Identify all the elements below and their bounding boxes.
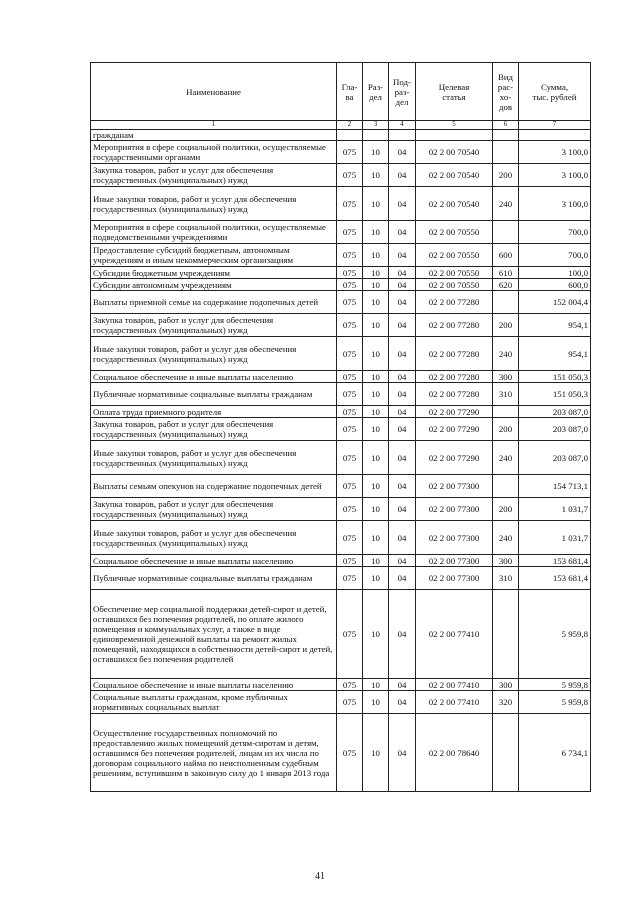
row-subsection: 04 (389, 314, 416, 337)
row-name: Закупка товаров, работ и услуг для обеспечения государственных (муниципальных) нужд (91, 314, 337, 337)
row-target: 02 2 00 77300 (416, 567, 493, 590)
row-section: 10 (363, 567, 389, 590)
row-section: 10 (363, 141, 389, 164)
row-subsection: 04 (389, 679, 416, 691)
row-kind (493, 714, 519, 792)
row-sum (519, 130, 591, 141)
row-subsection: 04 (389, 187, 416, 221)
row-target: 02 2 00 77410 (416, 691, 493, 714)
row-kind: 620 (493, 279, 519, 291)
row-subsection: 04 (389, 141, 416, 164)
row-kind: 200 (493, 498, 519, 521)
column-number: 5 (416, 121, 493, 130)
row-kind (493, 475, 519, 498)
row-section: 10 (363, 314, 389, 337)
row-target: 02 2 00 77300 (416, 521, 493, 555)
row-sum: 153 681,4 (519, 567, 591, 590)
row-sum: 954,1 (519, 337, 591, 371)
row-kind: 300 (493, 679, 519, 691)
row-chapter: 075 (337, 221, 363, 244)
row-sum: 153 681,4 (519, 555, 591, 567)
row-chapter: 075 (337, 337, 363, 371)
row-subsection: 04 (389, 279, 416, 291)
page-number: 41 (315, 871, 325, 882)
row-sum: 3 100,0 (519, 141, 591, 164)
row-sum: 151 050,3 (519, 383, 591, 406)
table-row (91, 498, 591, 521)
table-row (91, 441, 591, 475)
table-header-row (91, 63, 591, 121)
row-section: 10 (363, 590, 389, 679)
row-sum: 203 087,0 (519, 406, 591, 418)
row-name: Закупка товаров, работ и услуг для обеспечения государственных (муниципальных) нужд (91, 418, 337, 441)
column-number: 7 (519, 121, 591, 130)
row-sum: 151 050,3 (519, 371, 591, 383)
row-target: 02 2 00 77300 (416, 555, 493, 567)
row-kind: 310 (493, 383, 519, 406)
row-target: 02 2 00 77280 (416, 383, 493, 406)
row-subsection: 04 (389, 567, 416, 590)
row-section: 10 (363, 291, 389, 314)
row-subsection: 04 (389, 221, 416, 244)
row-target: 02 2 00 70550 (416, 221, 493, 244)
row-chapter: 075 (337, 555, 363, 567)
row-subsection: 04 (389, 521, 416, 555)
row-target (416, 130, 493, 141)
row-kind (493, 130, 519, 141)
column-numbers-row (91, 121, 591, 130)
row-subsection: 04 (389, 498, 416, 521)
table-row (91, 418, 591, 441)
row-sum: 700,0 (519, 221, 591, 244)
table-row (91, 521, 591, 555)
row-chapter: 075 (337, 244, 363, 267)
table-row (91, 314, 591, 337)
row-chapter: 075 (337, 383, 363, 406)
row-target: 02 2 00 77300 (416, 475, 493, 498)
row-chapter: 075 (337, 141, 363, 164)
row-name: Закупка товаров, работ и услуг для обеспечения государственных (муниципальных) нужд (91, 164, 337, 187)
row-section: 10 (363, 406, 389, 418)
row-section: 10 (363, 555, 389, 567)
row-name: Предоставление субсидий бюджетным, автономным учреждениям и иным некоммерческим организациям (91, 244, 337, 267)
row-target: 02 2 00 77280 (416, 371, 493, 383)
row-subsection: 04 (389, 418, 416, 441)
row-sum: 954,1 (519, 314, 591, 337)
row-section: 10 (363, 691, 389, 714)
table-row (91, 141, 591, 164)
row-section: 10 (363, 498, 389, 521)
row-sum: 100,0 (519, 267, 591, 279)
row-name: Мероприятия в сфере социальной политики, осуществляемые подведомственными учреждениями (91, 221, 337, 244)
row-section: 10 (363, 187, 389, 221)
row-name: Закупка товаров, работ и услуг для обеспечения государственных (муниципальных) нужд (91, 498, 337, 521)
row-kind: 200 (493, 314, 519, 337)
row-subsection (389, 130, 416, 141)
row-target: 02 2 00 77290 (416, 418, 493, 441)
row-subsection: 04 (389, 164, 416, 187)
row-target: 02 2 00 70550 (416, 267, 493, 279)
row-chapter: 075 (337, 279, 363, 291)
row-section: 10 (363, 371, 389, 383)
row-kind (493, 141, 519, 164)
row-section (363, 130, 389, 141)
row-target: 02 2 00 77290 (416, 441, 493, 475)
row-subsection: 04 (389, 291, 416, 314)
row-section: 10 (363, 521, 389, 555)
row-section: 10 (363, 418, 389, 441)
table-row (91, 164, 591, 187)
row-section: 10 (363, 267, 389, 279)
header-kind: Вид рас- хо- дов (493, 63, 519, 121)
row-kind (493, 590, 519, 679)
header-target: Целевая статья (416, 63, 493, 121)
row-chapter: 075 (337, 475, 363, 498)
table-row (91, 590, 591, 679)
header-sum: Сумма, тыс. рублей (519, 63, 591, 121)
row-subsection: 04 (389, 406, 416, 418)
row-target: 02 2 00 77290 (416, 406, 493, 418)
row-sum: 5 959,8 (519, 691, 591, 714)
row-name: Иные закупки товаров, работ и услуг для обеспечения государственных (муниципальных) нужд (91, 187, 337, 221)
row-target: 02 2 00 70540 (416, 187, 493, 221)
row-chapter: 075 (337, 691, 363, 714)
row-name: Социальные выплаты гражданам, кроме публичных нормативных социальных выплат (91, 691, 337, 714)
row-kind: 320 (493, 691, 519, 714)
budget-table (90, 62, 591, 792)
row-subsection: 04 (389, 267, 416, 279)
row-chapter: 075 (337, 267, 363, 279)
row-kind: 240 (493, 521, 519, 555)
row-target: 02 2 00 70550 (416, 244, 493, 267)
row-kind: 300 (493, 555, 519, 567)
row-kind: 300 (493, 371, 519, 383)
row-chapter: 075 (337, 679, 363, 691)
row-kind (493, 291, 519, 314)
row-name: Социальное обеспечение и иные выплаты населению (91, 679, 337, 691)
table-row (91, 337, 591, 371)
row-subsection: 04 (389, 714, 416, 792)
row-target: 02 2 00 77410 (416, 679, 493, 691)
row-sum: 5 959,8 (519, 590, 591, 679)
row-chapter (337, 130, 363, 141)
row-chapter: 075 (337, 521, 363, 555)
table-row (91, 383, 591, 406)
row-target: 02 2 00 77280 (416, 314, 493, 337)
row-kind (493, 406, 519, 418)
row-subsection: 04 (389, 441, 416, 475)
row-sum: 1 031,7 (519, 521, 591, 555)
table-body (91, 130, 591, 792)
row-chapter: 075 (337, 314, 363, 337)
row-name: Субсидии бюджетным учреждениям (91, 267, 337, 279)
row-name: Иные закупки товаров, работ и услуг для обеспечения государственных (муниципальных) нужд (91, 337, 337, 371)
row-sum: 600,0 (519, 279, 591, 291)
row-name: Социальное обеспечение и иные выплаты населению (91, 555, 337, 567)
header-chapter: Гла- ва (337, 63, 363, 121)
row-chapter: 075 (337, 590, 363, 679)
row-subsection: 04 (389, 383, 416, 406)
row-kind (493, 221, 519, 244)
row-name: Выплаты приемной семье на содержание подопечных детей (91, 291, 337, 314)
row-name: Обеспечение мер социальной поддержки детей-сирот и детей, оставшихся без попечения родителей, по оплате жилого помещения и коммунальных услуг, а также в виде единовременной денежной выплаты на ремонт жилых помещений, находящихся в собственности детей-сирот и детей, оставшихся без попечения родителей (91, 590, 337, 679)
row-name: Мероприятия в сфере социальной политики, осуществляемые государственными органами (91, 141, 337, 164)
row-section: 10 (363, 679, 389, 691)
column-number: 4 (389, 121, 416, 130)
table-row (91, 714, 591, 792)
row-target: 02 2 00 77410 (416, 590, 493, 679)
row-section: 10 (363, 164, 389, 187)
row-name: Иные закупки товаров, работ и услуг для обеспечения государственных (муниципальных) нужд (91, 441, 337, 475)
row-subsection: 04 (389, 337, 416, 371)
row-section: 10 (363, 475, 389, 498)
row-kind: 600 (493, 244, 519, 267)
row-sum: 1 031,7 (519, 498, 591, 521)
row-subsection: 04 (389, 475, 416, 498)
table-row (91, 371, 591, 383)
table-row (91, 475, 591, 498)
row-subsection: 04 (389, 555, 416, 567)
row-section: 10 (363, 337, 389, 371)
row-name: Публичные нормативные социальные выплаты гражданам (91, 383, 337, 406)
row-sum: 3 100,0 (519, 187, 591, 221)
table-row (91, 291, 591, 314)
column-number: 2 (337, 121, 363, 130)
row-sum: 3 100,0 (519, 164, 591, 187)
column-number: 6 (493, 121, 519, 130)
row-name: Публичные нормативные социальные выплаты гражданам (91, 567, 337, 590)
table-row (91, 679, 591, 691)
row-chapter: 075 (337, 187, 363, 221)
row-name: Иные закупки товаров, работ и услуг для обеспечения государственных (муниципальных) нужд (91, 521, 337, 555)
row-target: 02 2 00 70540 (416, 141, 493, 164)
row-sum: 203 087,0 (519, 418, 591, 441)
row-target: 02 2 00 78640 (416, 714, 493, 792)
table-row (91, 279, 591, 291)
row-section: 10 (363, 244, 389, 267)
row-sum: 6 734,1 (519, 714, 591, 792)
row-target: 02 2 00 77280 (416, 337, 493, 371)
row-chapter: 075 (337, 406, 363, 418)
row-chapter: 075 (337, 714, 363, 792)
row-chapter: 075 (337, 567, 363, 590)
row-sum: 203 087,0 (519, 441, 591, 475)
table-row (91, 244, 591, 267)
table-row (91, 555, 591, 567)
header-section: Раз- дел (363, 63, 389, 121)
row-kind: 610 (493, 267, 519, 279)
header-name: Наименование (91, 63, 337, 121)
row-target: 02 2 00 77300 (416, 498, 493, 521)
row-chapter: 075 (337, 164, 363, 187)
table-row (91, 221, 591, 244)
row-chapter: 075 (337, 371, 363, 383)
budget-table-sheet (90, 62, 591, 792)
row-name: Социальное обеспечение и иные выплаты населению (91, 371, 337, 383)
row-kind: 310 (493, 567, 519, 590)
table-row (91, 267, 591, 279)
row-name: Осуществление государственных полномочий по предоставлению жилых помещений детям-сиротам и детям, оставшимся без попечения родителей, лицам из их числа по договорам социального найма по неисполненным судебным решениям, вступившим в законную силу до 1 января 2013 года (91, 714, 337, 792)
table-row (91, 130, 591, 141)
row-chapter: 075 (337, 291, 363, 314)
row-kind: 240 (493, 187, 519, 221)
row-name: Выплаты семьям опекунов на содержание подопечных детей (91, 475, 337, 498)
row-target: 02 2 00 70550 (416, 279, 493, 291)
row-name: гражданам (91, 130, 337, 141)
row-target: 02 2 00 70540 (416, 164, 493, 187)
table-row (91, 406, 591, 418)
row-subsection: 04 (389, 691, 416, 714)
row-kind: 240 (493, 337, 519, 371)
row-kind: 200 (493, 164, 519, 187)
row-chapter: 075 (337, 498, 363, 521)
row-section: 10 (363, 279, 389, 291)
table-row (91, 187, 591, 221)
table-row (91, 567, 591, 590)
column-number: 1 (91, 121, 337, 130)
row-name: Субсидии автономным учреждениям (91, 279, 337, 291)
row-subsection: 04 (389, 371, 416, 383)
row-sum: 700,0 (519, 244, 591, 267)
row-section: 10 (363, 383, 389, 406)
row-section: 10 (363, 441, 389, 475)
row-kind: 240 (493, 441, 519, 475)
row-subsection: 04 (389, 244, 416, 267)
row-target: 02 2 00 77280 (416, 291, 493, 314)
row-name: Оплата труда приемного родителя (91, 406, 337, 418)
row-kind: 200 (493, 418, 519, 441)
row-section: 10 (363, 714, 389, 792)
row-section: 10 (363, 221, 389, 244)
row-subsection: 04 (389, 590, 416, 679)
row-sum: 154 713,1 (519, 475, 591, 498)
row-chapter: 075 (337, 418, 363, 441)
row-sum: 5 959,8 (519, 679, 591, 691)
table-row (91, 691, 591, 714)
row-chapter: 075 (337, 441, 363, 475)
column-number: 3 (363, 121, 389, 130)
row-sum: 152 004,4 (519, 291, 591, 314)
header-subsection: Под- раз- дел (389, 63, 416, 121)
